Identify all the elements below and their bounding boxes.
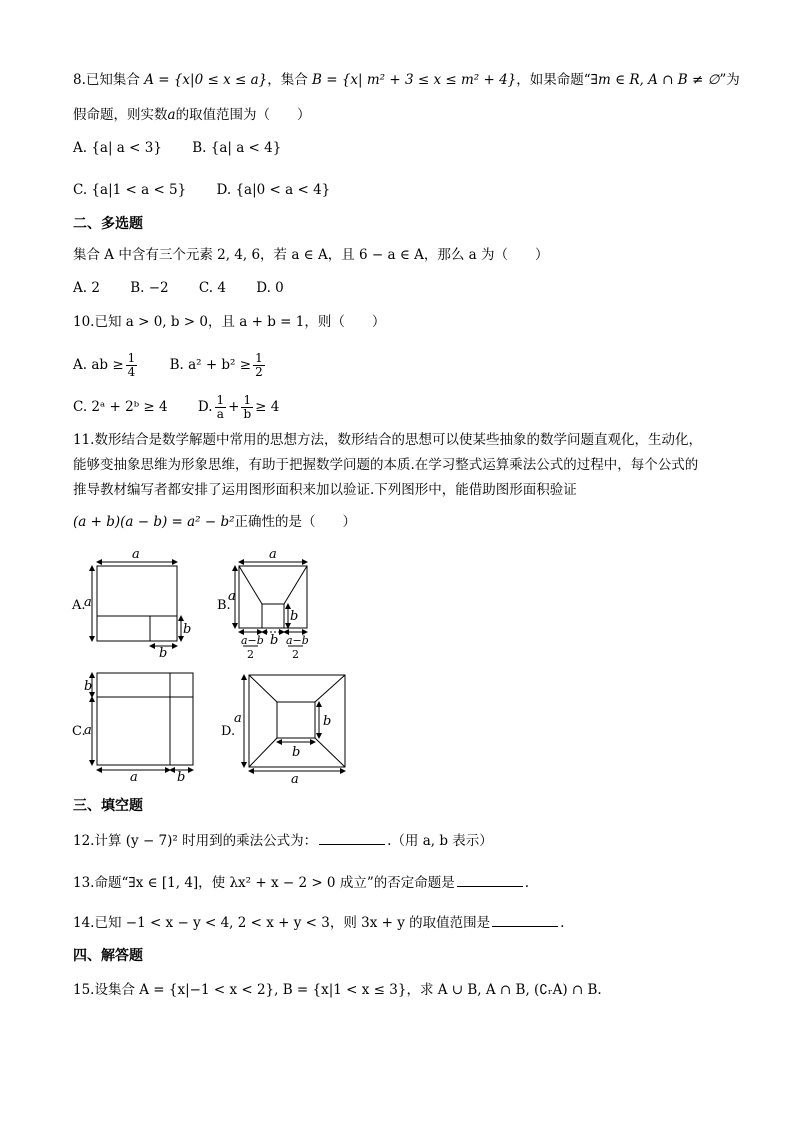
q11-line1: 11.数形结合是数学解题中常用的思想方法，数形结合的思想可以使某些抽象的数学问题直观化，生动化， xyxy=(73,432,702,448)
q13-blank[interactable] xyxy=(457,872,523,887)
section-heading-multi-choice: 二、多选题 xyxy=(73,216,143,232)
fig-b-label-left: a xyxy=(228,589,236,604)
q8-option-d: D. {a|0 < a < 4} xyxy=(216,182,331,198)
q12 xyxy=(73,830,493,851)
section-heading-fill-in: 三、填空题 xyxy=(73,798,143,814)
frac-den: a xyxy=(216,407,224,421)
fig-b-label-top: a xyxy=(269,547,277,562)
q8-set-a: A = {x|0 ≤ x ≤ a} xyxy=(144,72,268,88)
fig-a-label-bottom: b xyxy=(159,646,168,661)
q10-option-a-text: A. ab ≥ xyxy=(73,357,124,373)
q10-option-d-text: D. xyxy=(197,399,213,415)
q8-var: a xyxy=(167,107,176,123)
frac-den: b xyxy=(243,407,252,421)
fig-b-frac-left-den: 2 xyxy=(247,648,254,661)
fig-b-frac-right-den: 2 xyxy=(292,648,299,661)
q8-text: ”为 xyxy=(719,72,740,88)
q9-option-b: B. −2 xyxy=(130,280,169,296)
figure-c xyxy=(92,673,193,770)
q8-option-a: A. {a| a < 3} xyxy=(73,140,162,156)
figure-a xyxy=(92,562,181,646)
q10-stem: 10.已知 a > 0, b > 0，且 a + b = 1，则（ ） xyxy=(73,314,386,330)
q8-text: 的取值范围为（ ） xyxy=(175,107,311,123)
fig-b-label-mid: b xyxy=(270,633,279,648)
frac-num: 1 xyxy=(127,351,136,365)
q13 xyxy=(73,872,529,893)
q14-blank[interactable] xyxy=(492,912,558,927)
section-heading-answer: 四、解答题 xyxy=(73,948,143,964)
fig-b-frac-left-num: a−b xyxy=(241,634,264,647)
q13-text: 13.命题“∃x ∈ [1, 4]，使 λx² + x − 2 > 0 成立”的否定命题是 xyxy=(73,875,455,891)
q8-option-b: B. {a| a < 4} xyxy=(192,140,282,156)
q11-line3: 推导教材编写者都安排了运用图形面积来加以验证.下列图形中，能借助图形面积验证 xyxy=(73,482,577,498)
q8-proposition: ∃m ∈ R, A ∩ B ≠ ∅ xyxy=(590,72,720,88)
q10-option-c: C. 2ᵃ + 2ᵇ ≥ 4 xyxy=(73,399,168,415)
q10-option-d-text: ≥ 4 xyxy=(255,399,280,415)
q11-line2: 能够变抽象思维为形象思维，有助于把握数学问题的本质.在学习整式运算乘法公式的过程中，每个公式的 xyxy=(73,457,699,473)
q9-stem: 集合 A 中含有三个元素 2, 4, 6，若 a ∈ A，且 6 − a ∈ A，那么 a 为（ ） xyxy=(73,247,549,263)
q14-text: . xyxy=(560,915,565,931)
fig-d-label-inner-bottom: b xyxy=(292,745,301,760)
q8-text: 已知集合 xyxy=(85,72,140,88)
plus-sign: + xyxy=(228,399,240,415)
q11-text: 正确性的是（ ） xyxy=(234,514,357,530)
q14-text: 14.已知 −1 < x − y < 4, 2 < x + y < 3，则 3x + y 的取值范围是 xyxy=(73,915,491,931)
fig-a-label-left: a xyxy=(84,595,92,610)
q12-text: .（用 a, b 表示） xyxy=(387,833,493,849)
q12-blank[interactable] xyxy=(319,830,385,845)
fig-a-label-top: a xyxy=(132,547,140,562)
q8-text: 假命题，则实数 xyxy=(73,107,168,123)
fig-b-label-right: b xyxy=(290,609,299,624)
q11-formula: (a + b)(a − b) = a² − b² xyxy=(73,514,235,530)
fig-d-label-right: b xyxy=(323,714,332,729)
fig-c-label-left-a: a xyxy=(84,723,92,738)
frac-num: 1 xyxy=(216,393,225,407)
fig-b-frac-right-num: a−b xyxy=(286,634,309,647)
frac-den: 2 xyxy=(255,365,263,379)
frac-num: 1 xyxy=(241,394,253,408)
figure-b-label: B. xyxy=(217,598,231,613)
fig-d-label-left: a xyxy=(234,711,242,726)
fig-c-label-left-b: b xyxy=(84,679,93,694)
fig-c-label-bottom-a: a xyxy=(130,770,138,785)
q8-text: ，如果命题“ xyxy=(516,72,591,88)
frac-num: 1 xyxy=(255,351,263,365)
q8-set-b: B = {x| m² + 3 ≤ x ≤ m² + 4} xyxy=(312,72,517,88)
figure-d-label: D. xyxy=(221,724,236,739)
q14 xyxy=(73,912,564,933)
q9-option-d: D. 0 xyxy=(256,280,284,296)
q13-text: . xyxy=(524,875,530,891)
frac-den: 4 xyxy=(127,365,136,379)
q9-option-c: C. 4 xyxy=(198,280,226,296)
fig-a-label-right: b xyxy=(183,622,192,637)
q8-text: ，集合 xyxy=(267,72,308,88)
q10-option-b-text: B. a² + b² ≥ xyxy=(169,357,252,373)
fig-c-label-bottom-b: b xyxy=(177,770,186,785)
figure-c-label: C. xyxy=(72,724,86,739)
figure-a-label: A. xyxy=(72,598,86,613)
q15-stem: 15.设集合 A = {x|−1 < x < 2}, B = {x|1 < x ≤ 3}，求 A ∪ B, A ∩ B, (∁ᵣA) ∩ B. xyxy=(73,982,602,998)
q8-number: 8. xyxy=(73,72,86,88)
q8-option-c: C. {a|1 < a < 5} xyxy=(73,182,187,198)
q12-text: 12.计算 (y − 7)² 时用到的乘法公式为： xyxy=(73,833,318,849)
fig-d-label-bottom: a xyxy=(291,772,299,787)
q9-option-a: A. 2 xyxy=(73,280,100,296)
